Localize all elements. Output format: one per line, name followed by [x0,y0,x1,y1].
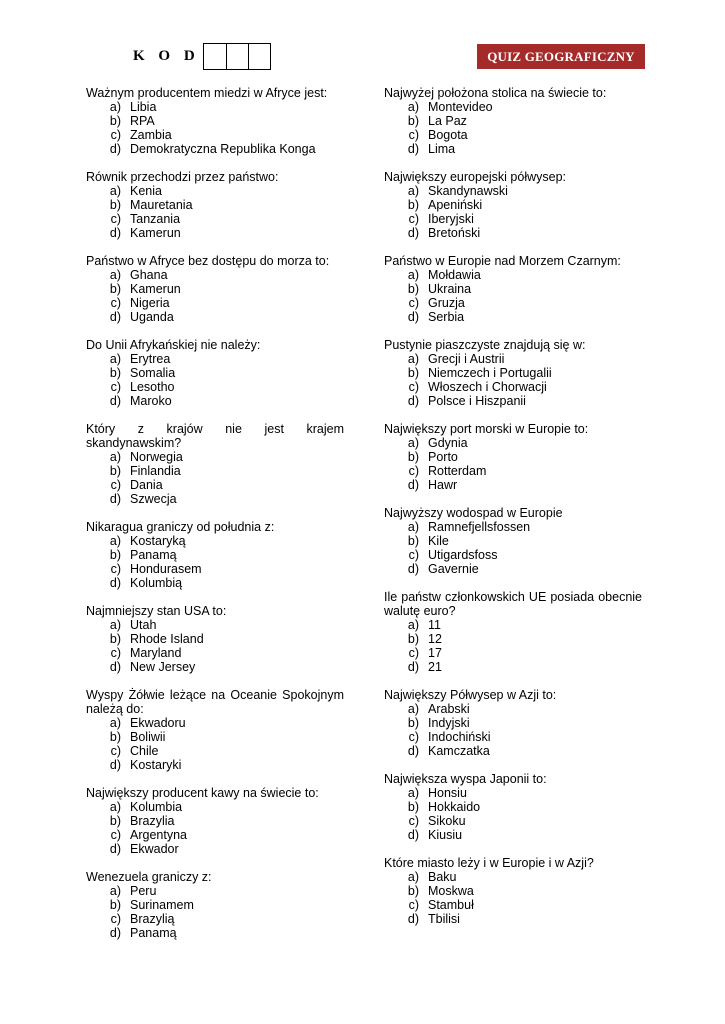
option-letter: d) [109,226,121,240]
answer-option[interactable] [384,436,642,450]
questions-right-column [384,86,642,940]
option-letter: b) [109,114,121,128]
option-text: Kile [428,534,449,548]
answer-option[interactable] [86,548,344,562]
answer-option[interactable] [384,212,642,226]
option-letter: a) [407,184,419,198]
option-text: Finlandia [130,464,181,478]
option-letter: c) [408,730,419,744]
answer-option[interactable] [86,730,344,744]
option-text: La Paz [428,114,467,128]
option-letter: b) [109,814,121,828]
option-letter: a) [407,100,419,114]
option-letter: a) [407,702,419,716]
answer-option[interactable] [384,660,642,674]
answer-option[interactable] [86,296,344,310]
option-text: Stambuł [428,898,474,912]
option-text: Uganda [130,310,174,324]
option-text: Grecji i Austrii [428,352,505,366]
option-text: Moskwa [428,884,474,898]
option-text: Peru [130,884,157,898]
option-letter: b) [407,114,419,128]
option-text: Kamerun [130,282,181,296]
option-letter: c) [110,380,121,394]
option-text: Surinamem [130,898,194,912]
answer-option[interactable] [86,912,344,926]
question-text: Największy producent kawy na świecie to: [86,786,319,800]
option-letter: c) [110,296,121,310]
option-text: Erytrea [130,352,171,366]
question-text: Pustynie piaszczyste znajdują się w: [384,338,586,352]
option-text: Somalia [130,366,176,380]
question-text: Wenezuela graniczy z: [86,870,212,884]
answer-option[interactable] [86,884,344,898]
option-text: Kostaryką [130,534,186,548]
option-text: Iberyjski [428,212,474,226]
answer-option[interactable] [384,800,642,814]
question-text: Państwo w Afryce bez dostępu do morza to: [86,254,330,268]
answer-option[interactable] [384,296,642,310]
answer-option[interactable] [86,534,344,548]
option-letter: a) [407,436,419,450]
option-letter: c) [408,548,419,562]
option-text: Apeniński [428,198,483,212]
option-letter: d) [109,394,121,408]
question-block [86,86,344,156]
question-text: Ile państw członkowskich UE posiada obecnie walutę euro? [384,590,642,618]
answer-option[interactable] [384,310,642,324]
option-letter: d) [109,758,121,772]
answer-option[interactable] [384,632,642,646]
option-text: Gavernie [428,562,479,576]
option-letter: c) [110,912,121,926]
option-text: 21 [428,660,442,674]
option-letter: d) [109,842,121,856]
option-text: Lima [428,142,456,156]
option-letter: c) [408,128,419,142]
answer-option[interactable] [86,268,344,282]
option-letter: b) [407,716,419,730]
answer-option[interactable] [384,884,642,898]
option-text: Libia [130,100,157,114]
option-letter: a) [109,534,121,548]
option-letter: a) [109,450,121,464]
option-letter: b) [109,464,121,478]
option-text: Hokkaido [428,800,481,814]
answer-option[interactable] [384,366,642,380]
option-text: Kiusiu [428,828,463,842]
question-text: Które miasto leży i w Europie i w Azji? [384,856,594,870]
kod-box-1[interactable] [204,44,226,69]
answer-option[interactable] [384,828,642,842]
answer-option[interactable] [86,184,344,198]
option-text: Tbilisi [428,912,460,926]
option-letter: d) [109,926,121,940]
kod-field [133,44,271,69]
question-block [384,506,642,576]
option-letter: a) [407,618,419,632]
answer-option[interactable] [384,618,642,632]
option-letter: d) [407,226,419,240]
option-letter: c) [408,898,419,912]
option-text: Indyjski [428,716,470,730]
answer-option[interactable] [86,744,344,758]
option-letter: d) [407,310,419,324]
option-text: Kolumbia [130,800,183,814]
question-block [384,170,642,240]
answer-option[interactable] [86,800,344,814]
option-text: Norwegia [130,450,183,464]
kod-label: K O D [133,48,195,64]
option-letter: d) [109,660,121,674]
answer-option[interactable] [384,730,642,744]
option-text: Kolumbią [130,576,183,590]
answer-option[interactable] [384,478,642,492]
option-letter: d) [109,492,121,506]
question-text: Największa wyspa Japonii to: [384,772,547,786]
answer-option[interactable] [384,744,642,758]
option-letter: d) [407,562,419,576]
question-text: Najmniejszy stan USA to: [86,604,227,618]
question-text: Równik przechodzi przez państwo: [86,170,279,184]
option-letter: c) [408,646,419,660]
option-text: Panamą [130,926,177,940]
answer-option[interactable] [86,828,344,842]
answer-option[interactable] [384,870,642,884]
answer-option[interactable] [384,380,642,394]
question-text: Ważnym producentem miedzi w Afryce jest: [86,86,328,100]
option-letter: a) [109,352,121,366]
answer-option[interactable] [384,786,642,800]
option-letter: b) [109,548,121,562]
question-block [384,422,642,492]
option-letter: c) [408,296,419,310]
option-text: Brazylią [130,912,175,926]
option-letter: d) [407,394,419,408]
answer-option[interactable] [384,128,642,142]
answer-option[interactable] [384,520,642,534]
option-letter: d) [407,828,419,842]
answer-option[interactable] [384,100,642,114]
answer-option[interactable] [86,310,344,324]
option-letter: a) [109,100,121,114]
option-letter: c) [110,562,121,576]
option-text: Maroko [130,394,172,408]
option-text: Serbia [428,310,465,324]
option-letter: c) [110,128,121,142]
option-letter: c) [110,212,121,226]
answer-option[interactable] [384,282,642,296]
answer-option[interactable] [384,450,642,464]
answer-option[interactable] [86,842,344,856]
option-text: Bretoński [428,226,481,240]
option-letter: a) [109,618,121,632]
option-letter: a) [407,268,419,282]
answer-option[interactable] [86,142,344,156]
option-letter: b) [407,366,419,380]
option-text: Ekwador [130,842,179,856]
answer-option[interactable] [384,562,642,576]
option-letter: b) [407,282,419,296]
answer-option[interactable] [86,212,344,226]
question-text: Największy port morski w Europie to: [384,422,589,436]
option-text: RPA [130,114,155,128]
option-letter: c) [408,464,419,478]
answer-option[interactable] [384,702,642,716]
answer-option[interactable] [86,758,344,772]
answer-option[interactable] [384,184,642,198]
option-text: Bogota [428,128,468,142]
option-letter: b) [407,800,419,814]
question-text: Największy Półwysep w Azji to: [384,688,557,702]
option-letter: c) [110,744,121,758]
option-text: Gruzja [428,296,465,310]
question-block [86,520,344,590]
option-text: Utah [130,618,157,632]
option-text: Szwecja [130,492,177,506]
answer-option[interactable] [86,100,344,114]
option-letter: b) [407,450,419,464]
kod-box-2[interactable] [226,44,248,69]
option-text: Lesotho [130,380,175,394]
option-text: Arabski [428,702,470,716]
question-text: Nikaragua graniczy od południa z: [86,520,275,534]
question-block [86,170,344,240]
option-letter: d) [109,142,121,156]
option-text: 17 [428,646,442,660]
answer-option[interactable] [86,478,344,492]
option-text: Argentyna [130,828,187,842]
option-letter: d) [109,310,121,324]
question-block [384,772,642,842]
question-block [384,254,642,324]
option-text: Utigardsfoss [428,548,498,562]
option-letter: a) [109,268,121,282]
answer-option[interactable] [384,646,642,660]
answer-option[interactable] [86,618,344,632]
answer-option[interactable] [384,912,642,926]
question-block [86,422,344,506]
option-letter: b) [109,366,121,380]
answer-option[interactable] [384,814,642,828]
question-text: Największy europejski półwysep: [384,170,567,184]
answer-option[interactable] [384,394,642,408]
option-text: Montevideo [428,100,493,114]
question-block [86,604,344,674]
option-text: Chile [130,744,159,758]
question-block [384,338,642,408]
answer-option[interactable] [86,226,344,240]
answer-option[interactable] [384,548,642,562]
option-text: Kamczatka [428,744,490,758]
option-text: Kenia [130,184,162,198]
option-text: Ghana [130,268,168,282]
option-letter: b) [109,730,121,744]
option-letter: b) [407,198,419,212]
option-letter: b) [109,198,121,212]
option-letter: b) [407,632,419,646]
option-text: New Jersey [130,660,196,674]
quiz-title-banner: QUIZ GEOGRAFICZNY [477,44,645,69]
option-letter: b) [109,282,121,296]
question-text: Do Unii Afrykańskiej nie należy: [86,338,261,352]
option-letter: a) [407,870,419,884]
option-letter: c) [110,478,121,492]
question-block [384,86,642,156]
question-block [86,338,344,408]
question-text: Najwyższy wodospad w Europie [384,506,563,520]
question-block [86,870,344,940]
option-text: Ekwadoru [130,716,186,730]
option-letter: a) [109,800,121,814]
answer-option[interactable] [384,268,642,282]
option-text: Kamerun [130,226,181,240]
answer-option[interactable] [384,716,642,730]
kod-boxes [203,43,271,70]
answer-option[interactable] [86,562,344,576]
option-text: Zambia [130,128,172,142]
option-letter: b) [407,534,419,548]
answer-option[interactable] [86,492,344,506]
option-letter: a) [407,786,419,800]
option-letter: b) [109,898,121,912]
answer-option[interactable] [384,464,642,478]
answer-option[interactable] [86,366,344,380]
answer-option[interactable] [86,380,344,394]
answer-option[interactable] [384,142,642,156]
question-block [86,254,344,324]
option-letter: d) [407,912,419,926]
option-letter: d) [407,142,419,156]
answer-option[interactable] [86,394,344,408]
option-letter: b) [407,884,419,898]
answer-option[interactable] [384,226,642,240]
answer-option[interactable] [86,814,344,828]
option-text: Tanzania [130,212,181,226]
option-text: Porto [428,450,458,464]
option-text: Brazylia [130,814,175,828]
option-letter: d) [407,744,419,758]
option-letter: a) [109,716,121,730]
answer-option[interactable] [86,198,344,212]
option-letter: d) [407,660,419,674]
option-letter: c) [408,212,419,226]
kod-box-3[interactable] [248,44,270,69]
answer-option[interactable] [86,450,344,464]
option-letter: a) [407,352,419,366]
option-text: Niemczech i Portugalii [428,366,552,380]
option-text: Rotterdam [428,464,487,478]
option-letter: b) [109,632,121,646]
question-text: Który z krajów nie jest krajem skandynawskim? [86,422,344,450]
answer-option[interactable] [86,926,344,940]
question-block [384,688,642,758]
option-text: Indochiński [428,730,491,744]
option-text: Gdynia [428,436,468,450]
option-letter: c) [408,380,419,394]
option-letter: a) [109,884,121,898]
question-block [384,590,642,674]
option-text: Kostaryki [130,758,182,772]
option-text: Mołdawia [428,268,481,282]
option-text: Włoszech i Chorwacji [428,380,547,394]
answer-option[interactable] [384,114,642,128]
option-text: Demokratyczna Republika Konga [130,142,316,156]
option-text: 11 [428,618,441,632]
option-text: 12 [428,632,442,646]
option-text: Ramnefjellsfossen [428,520,531,534]
option-text: Baku [428,870,457,884]
option-text: Panamą [130,548,177,562]
option-text: Polsce i Hiszpanii [428,394,526,408]
question-block [384,856,642,926]
option-text: Hawr [428,478,458,492]
option-letter: d) [407,478,419,492]
option-text: Dania [130,478,163,492]
answer-option[interactable] [86,716,344,730]
option-letter: a) [109,184,121,198]
option-letter: a) [407,520,419,534]
option-letter: d) [109,576,121,590]
answer-option[interactable] [86,282,344,296]
question-text: Państwo w Europie nad Morzem Czarnym: [384,254,621,268]
option-text: Skandynawski [428,184,508,198]
question-block [86,786,344,856]
answer-option[interactable] [86,898,344,912]
question-block [86,688,344,772]
answer-option[interactable] [86,352,344,366]
answer-option[interactable] [86,646,344,660]
answer-option[interactable] [86,464,344,478]
answer-option[interactable] [86,114,344,128]
answer-option[interactable] [384,352,642,366]
option-text: Nigeria [130,296,170,310]
option-text: Honsiu [428,786,467,800]
answer-option[interactable] [86,632,344,646]
answer-option[interactable] [86,576,344,590]
option-text: Rhode Island [130,632,204,646]
answer-option[interactable] [384,898,642,912]
option-letter: c) [110,646,121,660]
answer-option[interactable] [384,198,642,212]
option-text: Ukraina [428,282,472,296]
option-text: Sikoku [428,814,466,828]
option-letter: c) [408,814,419,828]
option-text: Boliwii [130,730,166,744]
option-text: Maryland [130,646,182,660]
questions-left-column [86,86,344,954]
answer-option[interactable] [86,128,344,142]
answer-option[interactable] [384,534,642,548]
question-text: Najwyżej położona stolica na świecie to: [384,86,607,100]
answer-option[interactable] [86,660,344,674]
option-text: Mauretania [130,198,193,212]
question-text: Wyspy Żółwie leżące na Oceanie Spokojnym należą do: [86,688,344,716]
option-letter: c) [110,828,121,842]
option-text: Hondurasem [130,562,202,576]
